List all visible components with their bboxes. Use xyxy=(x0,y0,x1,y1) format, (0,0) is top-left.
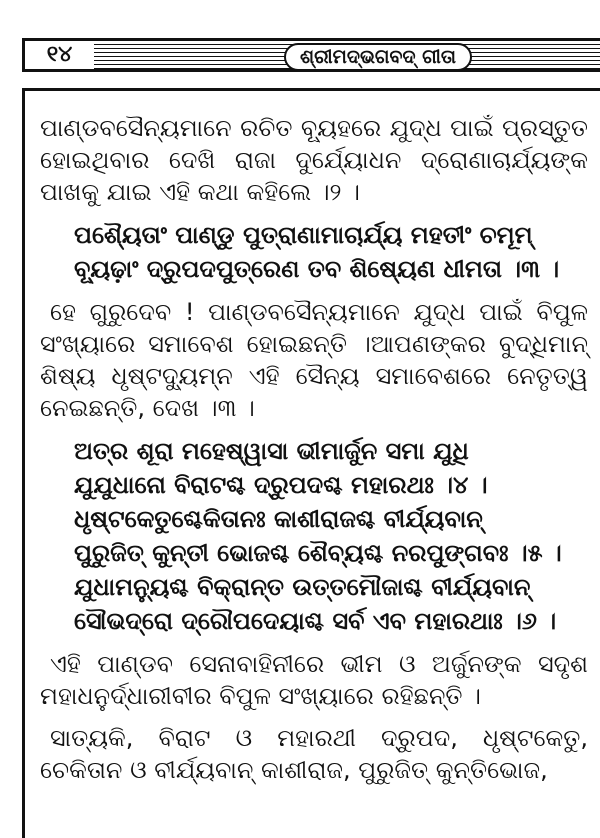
page-content xyxy=(40,112,588,796)
verse-line: ବ୍ୟୂଢ଼ାଂ ଦ୍ରୁପଦପୁତ୍ରେଣ ତବ ଶିଷ୍ୟେଣ ଧୀମତା ।୩ । xyxy=(74,255,560,283)
verse-line: ଯୁଯୁଧାନୋ ବିରାଟଶ୍ଚ ଦ୍ରୁପଦଶ୍ଚ ମହାରଥଃ ।୪ । xyxy=(74,471,488,499)
book-title: ଶ୍ରୀମଦ୍‌ଭଗବଦ୍ ଗୀତା xyxy=(284,43,472,71)
paragraph-intro: ପାଣ୍ଡବସୈନ୍ୟମାନେ ରଚିତ ବ୍ୟୂହରେ ଯୁଦ୍ଧ ପାଇଁ ପ୍ରସ୍ତୁତ ହୋଇଥିବାର ଦେଖି ରାଜା ଦୁର୍ଯ୍ୟୋଧନ ଦ୍ରୋଣାଚାର୍ଯ୍ୟଙ୍କ ପାଖକୁ ଯାଇ ଏହି କଥା କହିଲେ ।୨ । xyxy=(40,114,588,206)
verse-line: ଯୁଧାମନ୍ୟୁଶ୍ଚ ବିକ୍ରାନ୍ତ ଉତ୍ତମୌଜାଶ୍ଚ ବୀର୍ଯ୍ୟବାନ୍ xyxy=(74,573,531,601)
verse-4-6 xyxy=(40,434,588,638)
page-header xyxy=(22,38,600,76)
verse-line: ପଶ୍ୟୈତାଂ ପାଣ୍ଡୁ ପୁତ୍ରାଣାମାଚାର୍ଯ୍ୟ ମହତୀଂ ଚମୂମ୍ xyxy=(74,221,533,249)
paragraph-translation-3: ହେ ଗୁରୁଦେବ ! ପାଣ୍ଡବସୈନ୍ୟମାନେ ଯୁଦ୍ଧ ପାଇଁ ବିପୁଳ ସଂଖ୍ୟାରେ ସମାବେଶ ହୋଇଛନ୍ତି ।ଆପଣଙ୍କର ବୁଦ୍ଧିମାନ୍ ଶିଷ୍ୟ ଧୃଷ୍ଟଦ୍ୟୁମ୍ନ ଏହି ସୈନ୍ୟ ସମାବେଶରେ ନେତୃତ୍ୱ ନେଇଛନ୍ତି, ଦେଖ ।୩ । xyxy=(40,298,588,422)
verse-line: ପୁରୁଜିତ୍ କୁନ୍ତୀ ଭୋଜଶ୍ଚ ଶୈବ୍ୟଶ୍ଚ ନରପୁଙ୍ଗବଃ ।୫ । xyxy=(74,539,562,567)
header-rule-lines xyxy=(94,38,600,72)
verse-line: ଧୃଷ୍ଟକେତୁଶ୍ଚେକିତାନଃ କାଶୀରାଜଶ୍ଚ ବୀର୍ଯ୍ୟବାନ୍ xyxy=(74,505,483,533)
page-number: ୧୪ xyxy=(22,38,94,72)
paragraph-translation-4: ଏହି ପାଣ୍ଡବ ସେନାବାହିନୀରେ ଭୀମ ଓ ଅର୍ଜୁନଙ୍କ ସଦୃଶ ମହାଧନୁର୍ଦ୍ଧାରୀବୀର ବିପୁଳ ସଂଖ୍ୟାରେ ରହିଛନ୍ତି । xyxy=(40,650,588,710)
verse-3 xyxy=(40,218,588,286)
verse-line: ଅତ୍ର ଶୂରା ମହେଷ୍ୱାସା ଭୀମାର୍ଜୁନ ସମା ଯୁଧି xyxy=(74,437,469,465)
verse-line: ସୌଭଦ୍ରୋ ଦ୍ରୌପଦେୟାଶ୍ଚ ସର୍ବ ଏବ ମହାରଥାଃ ।୬ । xyxy=(74,607,557,635)
paragraph-names: ସାତ୍ୟକି, ବିରାଟ ଓ ମହାରଥୀ ଦ୍ରୁପଦ, ଧୃଷ୍ଟକେତୁ, ଚେକିତାନ ଓ ବୀର୍ଯ୍ୟବାନ୍ କାଶୀରାଜ, ପୁରୁଜିତ୍ କୁନ୍ତିଭୋଜ, xyxy=(40,724,588,784)
